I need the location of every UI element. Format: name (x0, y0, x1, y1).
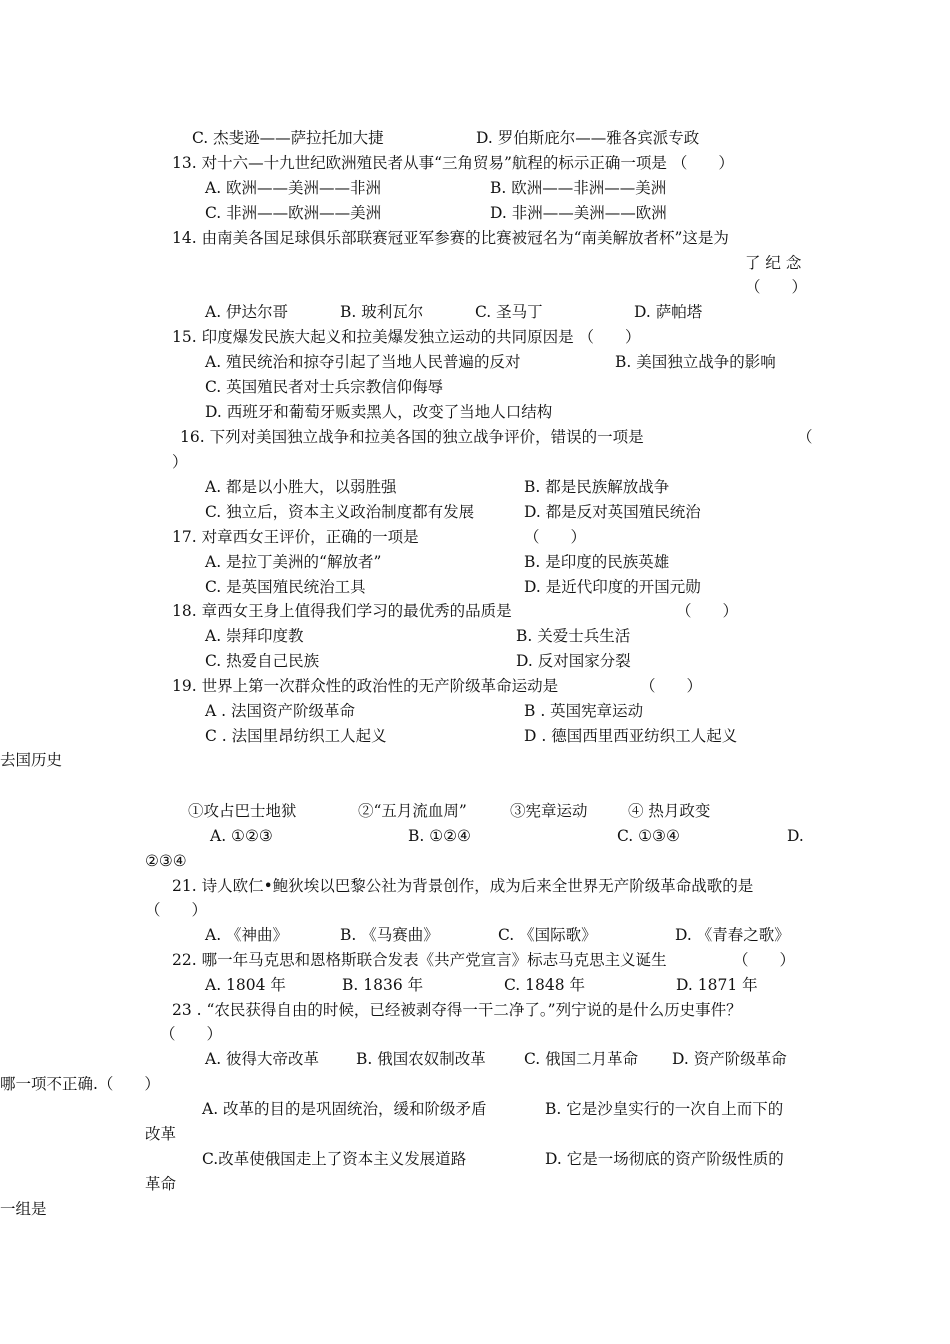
line-q14-opts: A. 伊达尔哥 (205, 303, 289, 321)
line-q12-c-part-1: D. 罗伯斯庇尔——雅各宾派专政 (476, 129, 700, 147)
line-q14-b: 了 纪 念 (745, 254, 802, 272)
line-q17-part-1: （ ） (524, 528, 587, 546)
line-q19-cd: C . 法国里昂纺织工人起义 (205, 727, 387, 745)
line-q23: 23 . “农民获得自由的时候，已经被剥夺得一干二净了。”列宁说的是什么历史事件？ (172, 1001, 742, 1019)
line-q20-items: ①攻占巴士地狱 (188, 802, 297, 820)
line-q17-ab-part-1: B. 是印度的民族英雄 (524, 553, 670, 571)
line-q16-b: ） (172, 453, 188, 471)
line-q15-ab-part-1: B. 美国独立战争的影响 (615, 353, 776, 371)
line-q20-items-part-2: ③宪章运动 (510, 802, 588, 820)
line-q17-cd: C. 是英国殖民统治工具 (205, 578, 366, 596)
line-q20-opts-part-1: B. ①②④ (408, 827, 471, 845)
line-q19: 19. 世界上第一次群众性的政治性的无产阶级革命运动是 (172, 677, 559, 695)
line-q19-ab-part-1: B . 英国宪章运动 (524, 702, 644, 720)
line-q23-opts-part-3: D. 资产阶级革命 (672, 1050, 787, 1068)
line-q18-part-1: （ ） (676, 602, 739, 620)
line-q15-c: C. 英国殖民者对士兵宗教信仰侮辱 (205, 378, 444, 396)
line-q14-opts-part-1: B. 玻利瓦尔 (340, 303, 424, 321)
line-q21-opts-part-3: D. 《青春之歌》 (675, 926, 790, 944)
line-q16-part-1: （ (797, 428, 813, 446)
line-q15-ab: A. 殖民统治和掠夺引起了当地人民普遍的反对 (205, 353, 521, 371)
line-q24-ab-part-1: B. 它是沙皇实行的一次自上而下的 (545, 1100, 784, 1118)
line-q25-frag: 一组是 (0, 1200, 47, 1218)
line-q19-cd-part-1: D . 德国西里西亚纺织工人起义 (524, 727, 738, 745)
line-q13: 13. 对十六—十九世纪欧洲殖民者从事“三角贸易”航程的标示正确一项是 （ ） (172, 154, 734, 172)
line-q15: 15. 印度爆发民族大起义和拉美爆发独立运动的共同原因是 （ ） (172, 328, 641, 346)
line-q20-frag: 去国历史 (0, 751, 63, 769)
line-q23-opts-part-2: C. 俄国二月革命 (524, 1050, 639, 1068)
line-q22-opts-part-1: B. 1836 年 (342, 976, 424, 994)
line-q20-opts-part-3: D. (787, 827, 804, 845)
line-q19-part-1: （ ） (640, 677, 703, 695)
line-q12-c: C. 杰斐逊——萨拉托加大捷 (192, 129, 384, 147)
line-q23-b: （ ） (160, 1025, 223, 1043)
line-q14-opts-part-3: D. 萨帕塔 (634, 303, 703, 321)
line-q18-ab-part-1: B. 关爱士兵生活 (516, 627, 631, 645)
line-q22-opts: A. 1804 年 (205, 976, 286, 994)
line-q17: 17. 对章西女王评价，正确的一项是 (172, 528, 419, 546)
line-q13-cd: C. 非洲——欧洲——美洲 (205, 204, 382, 222)
line-q24-ab2: 改革 (145, 1125, 177, 1143)
line-q14-c: （ ） (745, 278, 808, 296)
line-q13-ab-part-1: B. 欧洲——非洲——美洲 (490, 179, 667, 197)
line-q18: 18. 章西女王身上值得我们学习的最优秀的品质是 (172, 602, 512, 620)
line-q24-frag: 哪一项不正确.（ ） (0, 1075, 160, 1093)
line-q18-ab: A. 崇拜印度教 (205, 627, 304, 645)
line-q15-d: D. 西班牙和葡萄牙贩卖黑人，改变了当地人口结构 (205, 403, 553, 421)
line-q23-opts: A. 彼得大帝改革 (205, 1050, 320, 1068)
line-q13-ab: A. 欧洲——美洲——非洲 (205, 179, 382, 197)
line-q22-opts-part-3: D. 1871 年 (676, 976, 758, 994)
line-q13-cd-part-1: D. 非洲——美洲——欧洲 (490, 204, 667, 222)
line-q14: 14. 由南美各国足球俱乐部联赛冠亚军参赛的比赛被冠名为“南美解放者杯”这是为 (172, 229, 729, 247)
line-q23-opts-part-1: B. 俄国农奴制改革 (356, 1050, 486, 1068)
line-q18-cd: C. 热爱自己民族 (205, 652, 320, 670)
line-q21-opts: A. 《神曲》 (205, 926, 289, 944)
line-q18-cd-part-1: D. 反对国家分裂 (516, 652, 631, 670)
line-q21-opts-part-1: B. 《马赛曲》 (340, 926, 439, 944)
line-q20-opts-part-2: C. ①③④ (617, 827, 680, 845)
line-q24-cd: C.改革使俄国走上了资本主义发展道路 (202, 1150, 467, 1168)
line-q17-ab: A. 是拉丁美洲的“解放者” (205, 553, 382, 571)
line-q19-ab: A . 法国资产阶级革命 (205, 702, 355, 720)
line-q21-b: （ ） (145, 901, 208, 919)
line-q20-opts: A. ①②③ (210, 827, 273, 845)
line-q21-opts-part-2: C. 《国际歌》 (498, 926, 597, 944)
line-q22-part-1: （ ） (733, 951, 796, 969)
line-q24-cd-part-1: D. 它是一场彻底的资产阶级性质的 (545, 1150, 784, 1168)
line-q16-ab: A. 都是以小胜大，以弱胜强 (205, 478, 397, 496)
line-q16-cd-part-1: D. 都是反对英国殖民统治 (524, 503, 701, 521)
line-q22: 22. 哪一年马克思和恩格斯联合发表《共产党宣言》标志马克思主义诞生 (172, 951, 667, 969)
line-q14-opts-part-2: C. 圣马丁 (475, 303, 543, 321)
line-q16-cd: C. 独立后，资本主义政治制度都有发展 (205, 503, 475, 521)
line-q16-ab-part-1: B. 都是民族解放战争 (524, 478, 670, 496)
line-q24-cd2: 革命 (145, 1175, 177, 1193)
line-q21: 21. 诗人欧仁•鲍狄埃以巴黎公社为背景创作，成为后来全世界无产阶级革命战歌的是 (172, 877, 754, 895)
line-q22-opts-part-2: C. 1848 年 (504, 976, 586, 994)
line-q24-ab: A. 改革的目的是巩固统治，缓和阶级矛盾 (202, 1100, 487, 1118)
line-q16: 16. 下列对美国独立战争和拉美各国的独立战争评价，错误的一项是 (180, 428, 644, 446)
line-q17-cd-part-1: D. 是近代印度的开国元勋 (524, 578, 701, 596)
line-q20-items-part-1: ②“五月流血周” (358, 802, 467, 820)
line-q20-d: ②③④ (145, 852, 187, 870)
line-q20-items-part-3: ④ 热月政变 (628, 802, 711, 820)
